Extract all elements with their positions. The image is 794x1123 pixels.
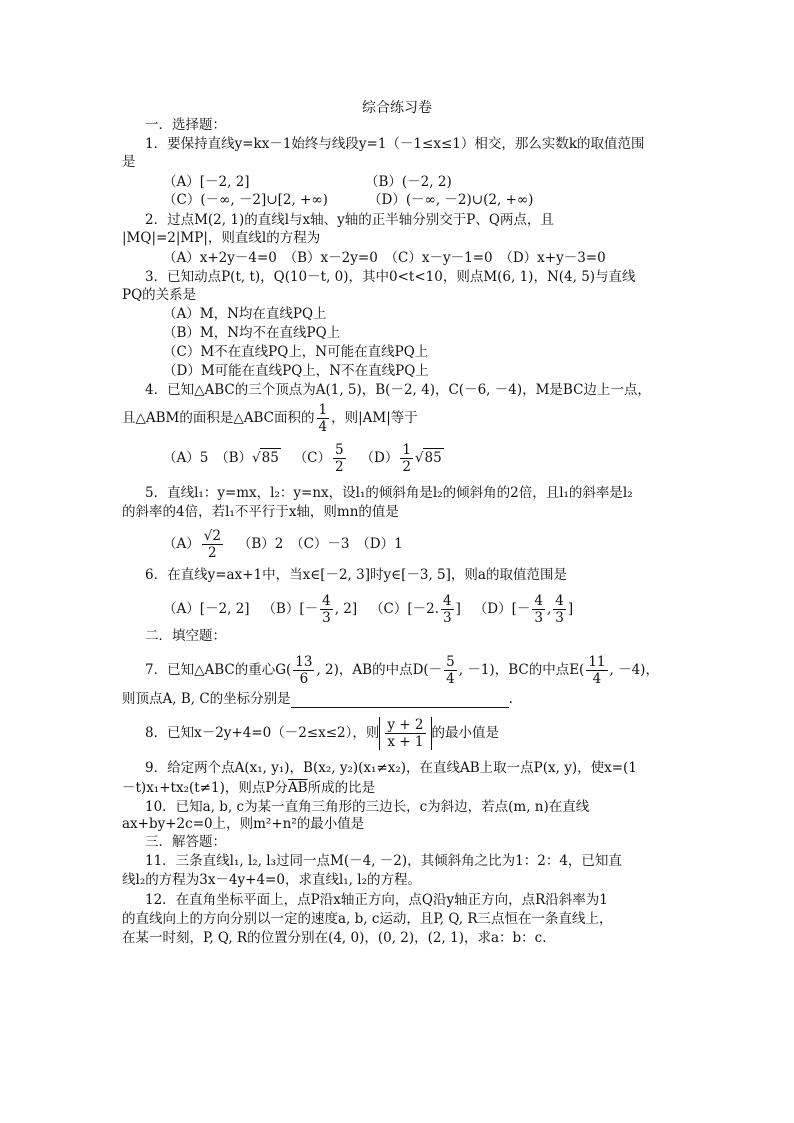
q8-part2: 的最小值是 bbox=[431, 725, 500, 741]
q4-stem-part2: ，则|AM|等于 bbox=[331, 410, 418, 426]
q8-abs-value bbox=[379, 717, 431, 750]
q7-stem-cont bbox=[122, 690, 513, 708]
q9-vector-ab: $\overline{AB}$ bbox=[287, 780, 308, 796]
q7-d-den: 4 bbox=[446, 671, 455, 687]
q7-part1: 7．已知△ABC的重心G( bbox=[145, 662, 292, 678]
q5-options bbox=[163, 528, 403, 561]
q7-part4: , －4)， bbox=[609, 662, 659, 678]
q5-other-options: （B）2 （C）－3 （D）1 bbox=[237, 536, 403, 552]
q6-option-b-frac bbox=[320, 593, 333, 626]
q6-option-d-pre: （D）[－ bbox=[473, 601, 531, 617]
q5-a-den: 2 bbox=[208, 545, 217, 561]
q1-stem-cont: 是 bbox=[122, 154, 136, 170]
q6-option-d-frac2 bbox=[553, 593, 566, 626]
q4-c-num: 5 bbox=[335, 442, 344, 458]
q7-answer-blank[interactable] bbox=[291, 693, 509, 708]
q6-option-b-post: , 2] bbox=[334, 601, 358, 617]
q9-stem: 9．给定两个点A(x₁, y₁)，B(x₂, y₂)(x₁≠x₂)，在直线AB上取一点P(x, y)，使x=(1 bbox=[145, 760, 637, 776]
q4-c-den: 2 bbox=[335, 459, 344, 475]
q8-part1: 8．已知x－2y+4=0（－2≤x≤2），则 bbox=[145, 725, 380, 741]
q3-option-d: （D）M可能在直线PQ上，N不在直线PQ上 bbox=[163, 363, 429, 379]
q6-option-a: （A）[－2, 2] bbox=[163, 601, 250, 617]
q5-a-num: √2 bbox=[203, 528, 221, 544]
q7-e-frac bbox=[586, 654, 607, 687]
q7-d-frac bbox=[444, 654, 457, 687]
q4-d-den: 2 bbox=[402, 459, 411, 475]
q6-option-d-post: ] bbox=[567, 601, 574, 617]
q4-stem-cont bbox=[122, 402, 418, 435]
q10-stem: 10．已知a, b, c为某一直角三角形的三边长，c为斜边，若点(m, n)在直线 bbox=[145, 799, 590, 815]
q6-c-den: 3 bbox=[443, 610, 452, 626]
q9-part1: －t)x₁+tx₂(t≠1)，则点P分 bbox=[122, 780, 288, 796]
q4-stem-part1: 且△ABM的面积是△ABC面积的 bbox=[122, 410, 315, 426]
q6-b-den: 3 bbox=[322, 610, 331, 626]
q3-stem-cont: PQ的关系是 bbox=[122, 287, 197, 303]
q6-b-num: 4 bbox=[322, 593, 331, 609]
q4-fraction bbox=[317, 402, 330, 435]
q1-option-c: （C）(－∞, －2]∪[2, +∞) bbox=[163, 192, 328, 208]
q7-part3: , －1)，BC的中点E( bbox=[458, 662, 585, 678]
section-fill-heading: 二．填空题： bbox=[145, 628, 226, 644]
q4-option-c-frac bbox=[333, 442, 346, 475]
q6-option-d-frac1 bbox=[532, 593, 545, 626]
q7-stem-cont-text: 则顶点A, B, C的坐标分别是 bbox=[122, 691, 291, 707]
section-solve-heading: 三．解答题： bbox=[145, 834, 226, 850]
q6-option-c-post: ] bbox=[455, 601, 461, 617]
q8-num: y + 2 bbox=[387, 717, 424, 733]
q6-c-num: 4 bbox=[443, 593, 452, 609]
q7-d-num: 5 bbox=[446, 654, 455, 670]
q11-stem: 11．三条直线l₁, l₂, l₃过同一点M(－4, －2)，其倾斜角之比为1：2：4，已知直 bbox=[145, 853, 622, 869]
q4-option-d-label: （D） bbox=[360, 450, 399, 466]
q5-stem-cont: 的斜率的4倍，若l₁不平行于x轴，则mn的值是 bbox=[122, 504, 399, 520]
q1-stem: 1．要保持直线y=kx－1始终与线段y=1（－1≤x≤1）相交，那么实数k的取值范围 bbox=[145, 136, 645, 152]
q4-d-num: 1 bbox=[402, 442, 411, 458]
q8-stem bbox=[145, 717, 499, 750]
q9-part2: 所成的比是 bbox=[307, 780, 376, 796]
q4-sqrt-85: 85 bbox=[261, 450, 279, 466]
q6-options bbox=[163, 593, 573, 626]
q2-stem-cont: |MQ|=2|MP|，则直线l的方程为 bbox=[122, 230, 321, 246]
q8-den: x + 1 bbox=[387, 734, 424, 750]
q7-g-frac bbox=[293, 654, 314, 687]
q7-g-den: 6 bbox=[299, 671, 309, 687]
q3-option-b: （B）M，N均不在直线PQ上 bbox=[163, 325, 341, 341]
q8-frac bbox=[385, 717, 425, 750]
q6-option-c-frac bbox=[441, 593, 454, 626]
q6-d1-num: 4 bbox=[534, 593, 543, 609]
q2-options: （A）x+2y－4=0 （B）x－2y=0 （C）x－y－1=0 （D）x+y－3=0 bbox=[163, 250, 606, 266]
q5-stem: 5．直线l₁：y=mx，l₂：y=nx，设l₁的倾斜角是l₂的倾斜角的2倍，且l₁的斜率是l₂ bbox=[145, 485, 633, 501]
q3-stem: 3．已知动点P(t, t)，Q(10－t, 0)，其中0<t<10，则点M(6, 1)，N(4, 5)与直线 bbox=[145, 269, 636, 285]
q2-stem: 2．过点M(2, 1)的直线l与x轴、y轴的正半轴分别交于P、Q两点，且 bbox=[145, 212, 554, 228]
q1-option-d: （D）(－∞, －2)∪(2, +∞) bbox=[368, 192, 534, 208]
q4-frac-num: 1 bbox=[318, 402, 328, 418]
q12-stem-cont1: 的直线向上的方向分别以一定的速度a, b, c运动，且P, Q, R三点恒在一条直线上， bbox=[122, 911, 613, 927]
q6-d2-den: 3 bbox=[555, 610, 564, 626]
q6-stem: 6．在直线y=ax+1中，当x∈[－2, 3]时y∈[－3, 5]，则a的取值范围是 bbox=[145, 567, 567, 583]
q1-option-a: （A）[－2, 2] bbox=[163, 174, 250, 190]
q5-option-a-frac bbox=[202, 528, 223, 561]
q10-stem-cont: ax+by+2c=0上，则m²+n²的最小值是 bbox=[122, 816, 365, 832]
q5-option-a-label: （A） bbox=[163, 536, 200, 552]
q4-stem: 4．已知△ABC的三个顶点为A(1, 5)，B(－2, 4)，C(－6, －4)，M是BC边上一点， bbox=[145, 382, 651, 398]
q12-stem: 12．在直角坐标平面上，点P沿x轴正方向，点Q沿y轴正方向，点R沿斜率为1 bbox=[145, 892, 608, 908]
q4-option-a: （A）5 （B） bbox=[163, 450, 253, 466]
page-title: 综合练习卷 bbox=[362, 100, 432, 116]
q9-stem-cont bbox=[122, 779, 375, 797]
q6-option-c-pre: （C）[－2. bbox=[370, 601, 440, 617]
q6-d2-num: 4 bbox=[555, 593, 564, 609]
q4-frac-den: 4 bbox=[318, 419, 328, 435]
q11-stem-cont: 线l₂的方程为3x－4y+4=0，求直线l₁, l₂的方程。 bbox=[122, 872, 421, 888]
section-choice-heading: 一．选择题： bbox=[145, 117, 226, 133]
q1-option-b: （B）(－2, 2) bbox=[365, 174, 452, 190]
q7-stem bbox=[145, 654, 659, 687]
q7-g-num: 13 bbox=[295, 654, 313, 670]
q7-e-den: 4 bbox=[592, 671, 602, 687]
q12-stem-cont2: 在某一时刻，P, Q, R的位置分别在(4, 0)，(0, 2)，(2, 1)，求a：b：c. bbox=[122, 930, 547, 946]
q7-end: . bbox=[508, 691, 513, 707]
q6-option-b-pre: （B）[－ bbox=[262, 601, 319, 617]
q4-d-sqrt-85: 85 bbox=[424, 450, 442, 466]
q3-option-a: （A）M，N均在直线PQ上 bbox=[163, 306, 327, 322]
q4-options: （A）5 （B）√85 （C） $\frac{5}{2}$ （D） $\frac{1}{2}$ √85 bbox=[163, 442, 442, 475]
q6-d1-den: 3 bbox=[534, 610, 543, 626]
q7-part2: , 2)，AB的中点D(－ bbox=[316, 662, 443, 678]
q4-option-d-frac bbox=[400, 442, 413, 475]
q7-e-num: 11 bbox=[588, 654, 606, 670]
q6-option-d-mid: , bbox=[546, 601, 552, 617]
q3-option-c: （C）M不在直线PQ上，N可能在直线PQ上 bbox=[163, 344, 429, 360]
q4-option-c-label: （C） bbox=[293, 450, 332, 466]
